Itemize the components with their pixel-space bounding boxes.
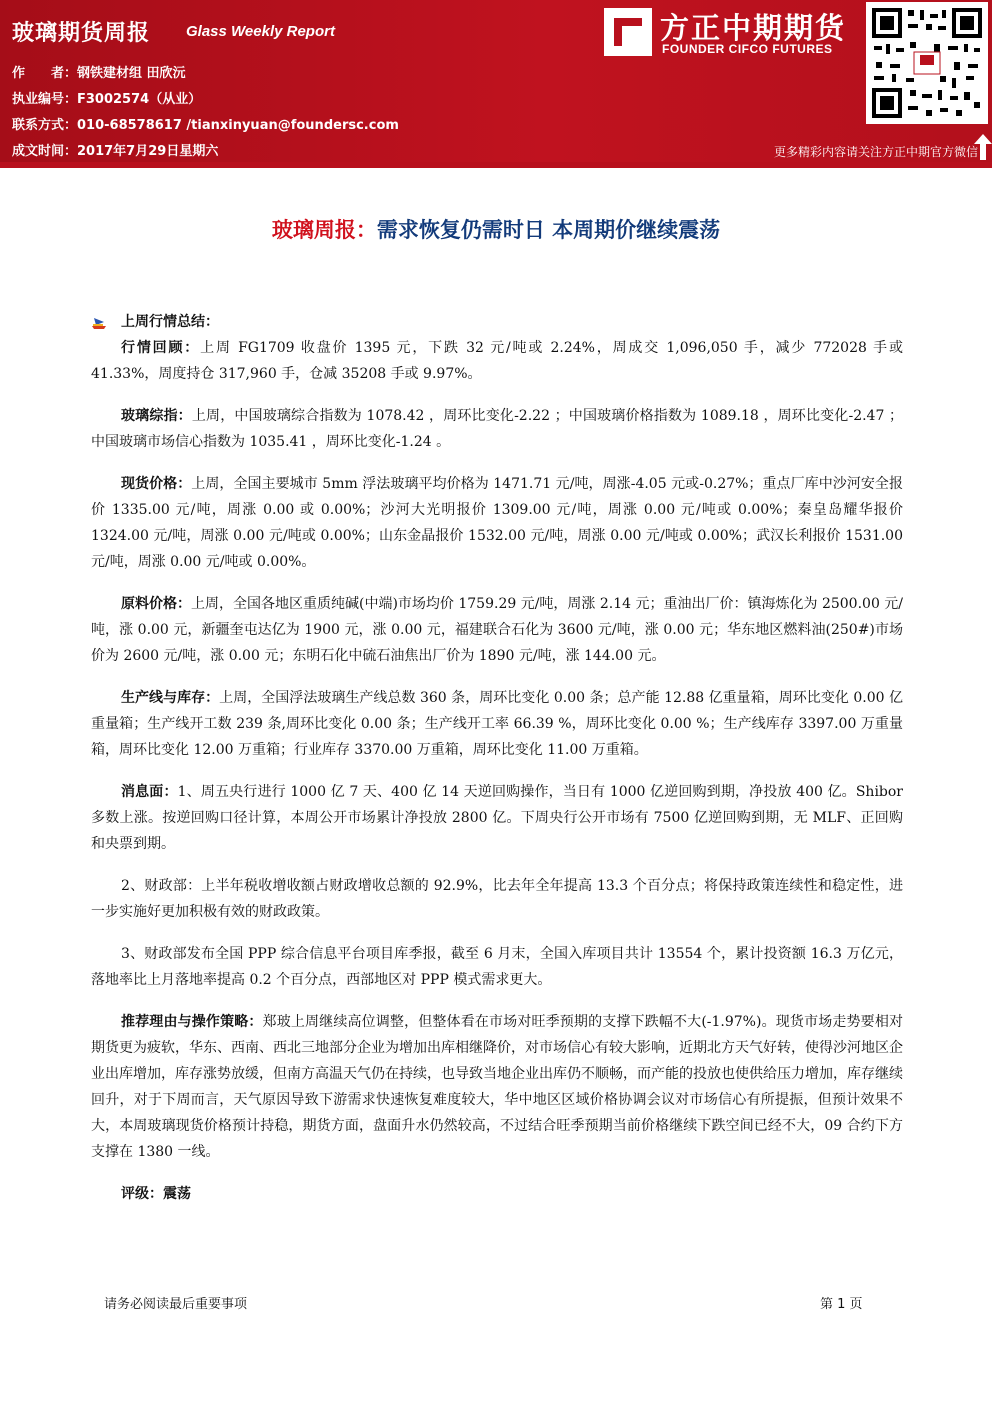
glass-index-paragraph: 玻璃综指：上周，中国玻璃综合指数为 1078.42 ，周环比变化-2.22 ；中国玻璃价格指数为 1089.18 ，周环比变化-2.47 ；中国玻璃市场信心指数为 1035.41 ，周环比变化-1.24 。 — [91, 408, 903, 450]
section-heading: 上周行情总结： — [121, 314, 219, 330]
header-banner — [0, 0, 992, 162]
page-number: 第 1 页 — [820, 1297, 863, 1312]
news-paragraph-1: 消息面：1、周五央行进行 1000 亿 7 天、400 亿 14 天逆回购操作，当日有 1000 亿逆回购到期，净投放 400 亿。Shibor 多数上涨。按逆回购口径计算，本周公开市场累计净投放 2800 亿。下周央行公开市场有 7500 亿逆回购到期，无 MLF、正回购和央票到期。 — [91, 784, 904, 852]
page-title — [0, 214, 992, 244]
arrow-up-icon — [974, 134, 992, 160]
contact-line: 联系方式：010-68578617 /tianxinyuan@foundersc.com — [12, 118, 399, 133]
market-review-paragraph: 行情回顾：上周 FG1709 收盘价 1395 元，下跌 32 元/吨或 2.24%，周成交 1,096,050 手，减少 772028 手或 41.33%，周度持仓 317,960 手，仓减 35208 手或 9.97%。 — [91, 340, 904, 382]
qr-code-icon — [866, 2, 988, 124]
production-inventory-paragraph: 生产线与库存：上周，全国浮法玻璃生产线总数 360 条，周环比变化 0.00 条；总产能 12.88 亿重量箱，周环比变化 0.00 亿重量箱；生产线开工数 239 条,周环比变化 0.00 条；生产线开工率 66.39 %，周环比变化 0.00 %；生产线库存 3397.00 万重量箱，周环比变化 12.00 万重箱；行业库存 3370.00 万重箱，周环比变化 11.00 万重箱。 — [91, 690, 903, 758]
license-line: 执业编号：F3002574（从业） — [12, 92, 202, 107]
company-logo-icon — [604, 8, 652, 56]
rating-line: 评级：震荡 — [121, 1186, 191, 1202]
logo-english-name: FOUNDER CIFCO FUTURES — [662, 42, 833, 56]
header-divider — [0, 162, 992, 168]
footer-notice: 请务必阅读最后重要事项 — [104, 1297, 248, 1312]
report-title: 玻璃期货周报 — [12, 21, 151, 46]
author-line: 作 者：钢铁建材组 田欣沅 — [12, 66, 186, 81]
title-main: 需求恢复仍需时日 本周期价继续震荡 — [376, 218, 721, 242]
logo-chinese-name: 方正中期期货 — [660, 11, 847, 45]
follow-wechat-text: 更多精彩内容请关注方正中期官方微信 — [773, 145, 978, 159]
news-paragraph-3: 3、财政部发布全国 PPP 综合信息平台项目库季报，截至 6 月末，全国入库项目共计 13554 个，累计投资额 16.3 万亿元，落地率比上月落地率提高 0.2 个百分点，西部地区对 PPP 模式需求更大。 — [91, 946, 903, 988]
title-prefix: 玻璃周报： — [271, 218, 377, 242]
raw-material-paragraph: 原料价格：上周，全国各地区重质纯碱(中端)市场均价 1759.29 元/吨，周涨 2.14 元；重油出厂价：镇海炼化为 2500.00 元/吨，涨 0.00 元，新疆奎屯达亿为 1900 元，涨 0.00 元，福建联合石化为 3600 元/吨，涨 0.00 元；华东地区燃料油(250#)市场价为 2600 元/吨，涨 0.00 元；东明石化中硫石油焦出厂价为 1890 元/吨，涨 144.00 元。 — [91, 596, 904, 664]
date-line: 成文时间：2017年7月29日星期六 — [12, 144, 219, 159]
report-subtitle: Glass Weekly Report — [186, 23, 335, 40]
rating-value: 震荡 — [163, 1186, 191, 1202]
spot-price-paragraph: 现货价格：上周，全国主要城市 5mm 浮法玻璃平均价格为 1471.71 元/吨，周涨-4.05 元或-0.27%；重点厂库中沙河安全报价 1335.00 元/吨，周涨 0.00 或 0.00%；沙河大光明报价 1309.00 元/吨，周涨 0.00 元/吨或 0.00%；秦皇岛耀华报价 1324.00 元/吨，周涨 0.00 元/吨或 0.00%；山东金晶报价 1532.00 元/吨，周涨 0.00 元/吨或 0.00%；武汉长利报价 1531.00 元/吨，周涨 0.00 元/吨或 0.00%。 — [91, 476, 903, 570]
strategy-paragraph: 推荐理由与操作策略：郑玻上周继续高位调整，但整体看在市场对旺季预期的支撑下跌幅不大(-1.97%)。现货市场走势要相对期货更为疲软，华东、西南、西北三地部分企业为增加出库相继降价，对市场信心有较大影响，近期北方天气好转，使得沙河地区企业出库增加，库存涨势放缓，但南方高温天气仍在持续，也导致当地企业出库仍不顺畅，而产能的投放也使供给压力增加，库存继续回升，对于下周而言，天气原因导致下游需求快速恢复难度较大，华中地区区域价格协调会议对市场信心有所提振，但预计效果不大，本周玻璃现货价格预计持稳，期货方面，盘面升水仍然较高，不过结合旺季预期当前价格继续下跌空间已经不大，09 合约下方支撑在 1380 一线。 — [91, 1014, 903, 1160]
news-paragraph-2: 2、财政部：上半年税收增收额占财政增收总额的 92.9%，比去年全年提高 13.3 个百分点；将保持政策连续性和稳定性，进一步实施好更加积极有效的财政政策。 — [91, 878, 903, 920]
body-text — [91, 309, 903, 1207]
